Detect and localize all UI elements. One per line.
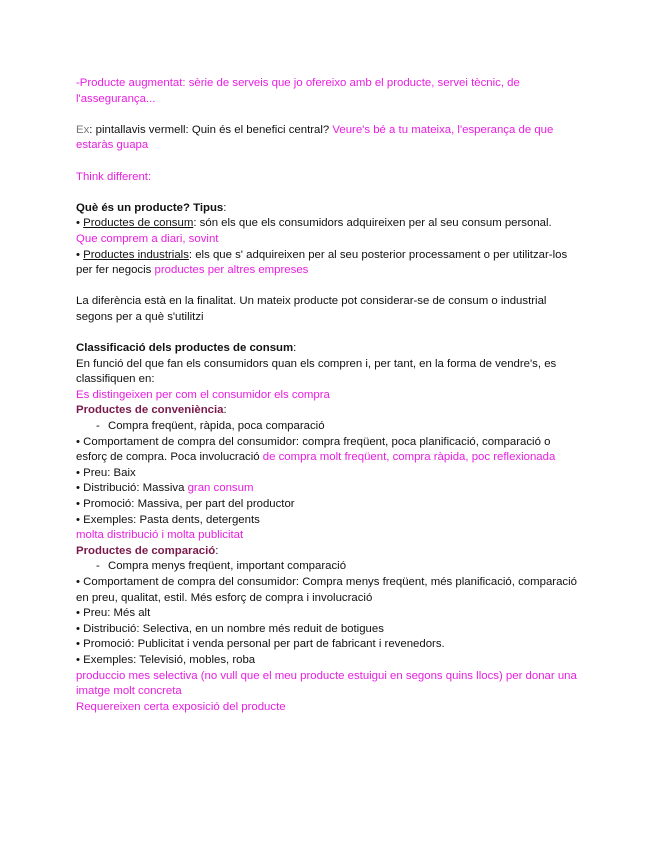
consumer-products-line: • Productes de consum: són els que els consumidors adquireixen per al seu consum personal.	[76, 217, 552, 230]
difference-paragraph: La diferència està en la finalitat. Un mateix producte pot considerar-se de consum o industrial segons per a què s'utilitzi	[76, 295, 547, 323]
consumer-products-note: Que comprem a diari, sovint	[76, 232, 219, 245]
convenience-examples: • Exemples: Pasta dents, detergents	[76, 513, 260, 526]
convenience-promotion: • Promoció: Massiva, per part del productor	[76, 498, 295, 511]
comparison-examples: • Exemples: Televisió, mobles, roba	[76, 653, 256, 666]
industrial-products-line: • Productes industrials: els que s' adquireixen per al seu posterior processament o per utilitzar-los per fer negocis productes per altres empreses	[76, 248, 568, 277]
convenience-heading: Productes de conveniència:	[76, 404, 227, 417]
convenience-dash-item: - Compra freqüent, ràpida, poca comparació	[96, 420, 325, 433]
comparison-heading: Productes de comparació:	[76, 544, 219, 557]
comparison-note: produccio mes selectiva (no vull que el meu producte estuigui en segons quins llocs) per donar una imatge molt concreta	[76, 669, 577, 698]
think-different: Think different:	[76, 170, 152, 183]
consumer-products-label: Productes de consum	[83, 217, 194, 230]
comparison-distribution: • Distribució: Selectiva, en un nombre més reduit de botigues	[76, 622, 384, 635]
industrial-products-note: productes per altres empreses	[154, 264, 309, 277]
convenience-behaviour: • Comportament de compra del consumidor: compra freqüent, poca planificació, comparació o esforç de compra. Poca involucració de compra molt freqüent, compra ràpida, poc reflexionada	[76, 435, 556, 464]
classification-intro: En funció del que fan els consumidors quan els compren i, per tant, en la forma de vendre's, es classifiquen en:	[76, 357, 557, 386]
example-label: Ex	[76, 123, 90, 136]
comparison-promotion: • Promoció: Publicitat i venda personal per part de fabricant i revenedors.	[76, 638, 445, 651]
convenience-distribution: • Distribució: Massiva gran consum	[76, 482, 254, 495]
convenience-price: • Preu: Baix	[76, 466, 136, 479]
convenience-note: molta distribució i molta publicitat	[76, 529, 244, 542]
example-pink-note: Veure's bé a tu mateixa, l'esperança de que estaràs guapa	[76, 123, 554, 152]
classification-intro-note: Es distingeixen per com el consumidor els compra	[76, 388, 330, 401]
comparison-dash-item: - Compra menys freqüent, important comparació	[96, 560, 347, 573]
example-paragraph	[76, 123, 581, 154]
document-page	[76, 76, 581, 715]
comparison-note-2: Requereixen certa exposició del producte	[76, 700, 286, 713]
classification-heading: Classificació dels productes de consum:	[76, 342, 297, 355]
augmented-product-line: -Producte augmentat: sèrie de serveis que jo ofereixo amb el producte, servei tècnic, de l'assegurança...	[76, 77, 520, 105]
types-heading: Què és un producte? Tipus:	[76, 201, 227, 214]
example-text: : pintallavis vermell: Quin és el benefici central?	[89, 123, 333, 136]
industrial-products-label: Productes industrials	[83, 248, 189, 261]
comparison-price: • Preu: Més alt	[76, 607, 151, 620]
comparison-behaviour: • Comportament de compra del consumidor: Compra menys freqüent, més planificació, comparació en preu, qualitat, estil. Més esforç de compra i involucració	[76, 576, 577, 604]
